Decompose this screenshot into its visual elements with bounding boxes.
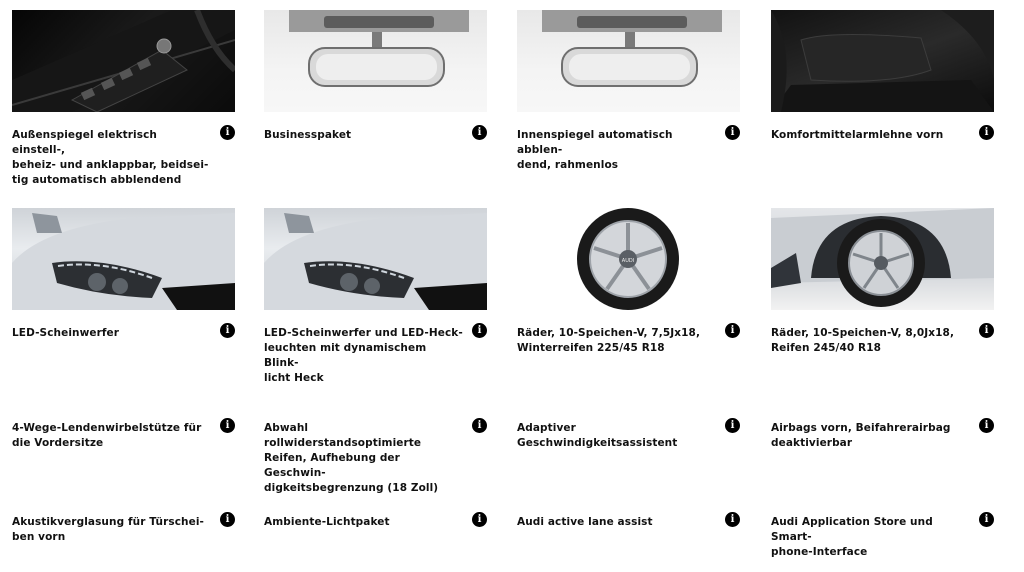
feature-card[interactable] <box>12 10 235 186</box>
info-icon[interactable]: i <box>725 418 740 433</box>
feature-label: LED-Scheinwerfer und LED-Heck- leuchten mit dynamischem Blink- licht Heck <box>264 327 463 384</box>
feature-card[interactable] <box>517 10 740 171</box>
info-icon[interactable]: i <box>220 512 235 527</box>
feature-card[interactable] <box>264 10 487 141</box>
info-icon[interactable]: i <box>220 125 235 140</box>
wheel-logo: AUDI <box>621 258 635 264</box>
wheel-image <box>517 208 740 310</box>
info-icon[interactable]: i <box>472 125 487 140</box>
feature-label: 4-Wege-Lendenwirbelstütze für die Vordersitze <box>12 422 202 449</box>
feature-label: Räder, 10-Speichen-V, 7,5Jx18, Winterreifen 225/45 R18 <box>517 327 701 354</box>
headlight-image <box>12 208 235 310</box>
info-icon[interactable]: i <box>220 323 235 338</box>
feature-label: Businesspaket <box>264 129 352 141</box>
feature-label: Komfortmittelarmlehne vorn <box>771 129 944 141</box>
feature-label: Akustikverglasung für Türschei- ben vorn <box>12 516 204 543</box>
feature-card[interactable] <box>12 208 235 339</box>
door-panel-image <box>12 10 235 112</box>
rear-view-mirror-image <box>264 10 487 112</box>
info-icon[interactable]: i <box>725 323 740 338</box>
feature-label: Airbags vorn, Beifahrerairbag deaktivierbar <box>771 422 951 449</box>
feature-label: Audi active lane assist <box>517 516 653 528</box>
feature-card[interactable] <box>264 208 487 384</box>
feature-label: Räder, 10-Speichen-V, 8,0Jx18, Reifen 245/40 R18 <box>771 327 955 354</box>
info-icon[interactable]: i <box>979 512 994 527</box>
info-icon[interactable]: i <box>472 418 487 433</box>
info-icon[interactable]: i <box>725 512 740 527</box>
info-icon[interactable]: i <box>725 125 740 140</box>
headlight-image <box>264 208 487 310</box>
feature-label: Innenspiegel automatisch abblen- dend, rahmenlos <box>517 129 673 171</box>
info-icon[interactable]: i <box>220 418 235 433</box>
feature-label: Audi Application Store und Smart- phone-Interface <box>771 516 933 558</box>
feature-card[interactable] <box>771 10 994 141</box>
feature-label: Adaptiver Geschwindigkeitsassistent <box>517 422 678 449</box>
wheel-on-car-image <box>771 208 994 310</box>
armrest-image <box>771 10 994 112</box>
info-icon[interactable]: i <box>979 125 994 140</box>
info-icon[interactable]: i <box>979 323 994 338</box>
feature-label: Ambiente-Lichtpaket <box>264 516 390 528</box>
rear-view-mirror-image <box>517 10 740 112</box>
info-icon[interactable]: i <box>979 418 994 433</box>
feature-card[interactable] <box>771 208 994 354</box>
feature-label: Abwahl rollwiderstandsoptimierte Reifen, Aufhebung der Geschwin- digkeitsbegrenzung (18 Zoll) <box>264 422 439 494</box>
feature-label: LED-Scheinwerfer <box>12 327 120 339</box>
feature-label: Außenspiegel elektrisch einstell-, beheiz- und anklappbar, beidsei- tig automatisch abblendend <box>12 129 209 186</box>
info-icon[interactable]: i <box>472 512 487 527</box>
info-icon[interactable]: i <box>472 323 487 338</box>
feature-card[interactable] <box>517 208 740 354</box>
